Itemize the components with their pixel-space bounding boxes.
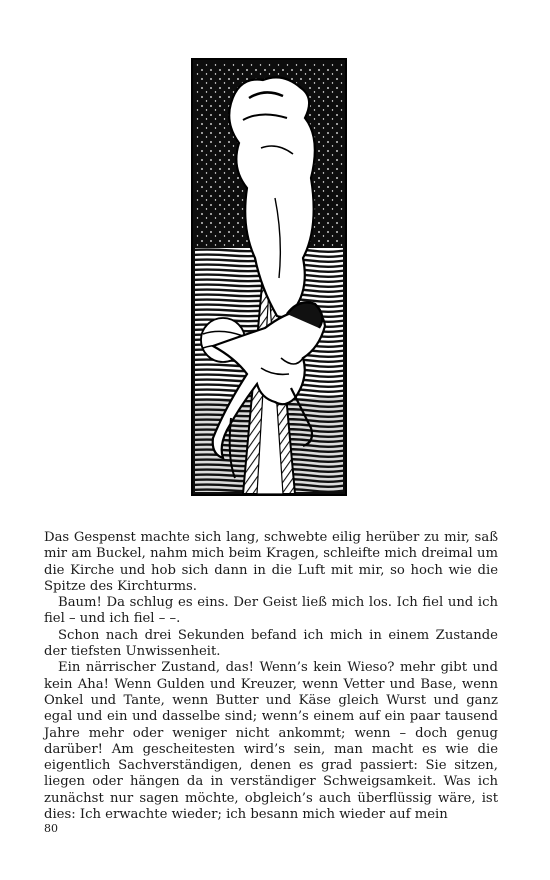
paragraph-2: Baum! Da schlug es eins. Der Geist ließ mich los. Ich fiel und ich fiel – und ich fiel – –. (44, 595, 498, 627)
paragraph-4: Ein närrischer Zustand, das! Wenn’s kein Wieso? mehr gibt und kein Aha! Wenn Gulden und Kreuzer, wenn Vetter und Base, wenn Onkel und Tante, wenn Butter und Käse gleich Wurst und ganz egal und ein und dasselbe sind; wenn’s einem auf ein paar tausend Jahre mehr oder weniger nicht ankommt; wenn – doch genug darüber! Am gescheitesten wird’s sein, man macht es wie die eigentlich Sachverständigen, denen es grad passiert: Sie sitzen, liegen oder hängen da in verständiger Schweigsamkeit. Was ich zunächst nur sagen möchte, obgleich’s auch überflüssig wäre, ist dies: Ich erwachte wieder; ich besann mich wieder auf mein (44, 660, 498, 823)
paragraph-1: Das Gespenst machte sich lang, schwebte eilig herüber zu mir, saß mir am Buckel, nahm mich beim Kragen, schleifte mich dreimal um die Kirche und hob sich dann in die Luft mit mir, so hoch wie die Spitze des Kirchturms. (44, 530, 498, 594)
body-text (44, 530, 498, 823)
woodcut-illustration (191, 58, 347, 496)
page-number: 80 (44, 822, 58, 835)
paragraph-3: Schon nach drei Sekunden befand ich mich in einem Zustande der tiefsten Unwissenheit. (44, 627, 498, 660)
